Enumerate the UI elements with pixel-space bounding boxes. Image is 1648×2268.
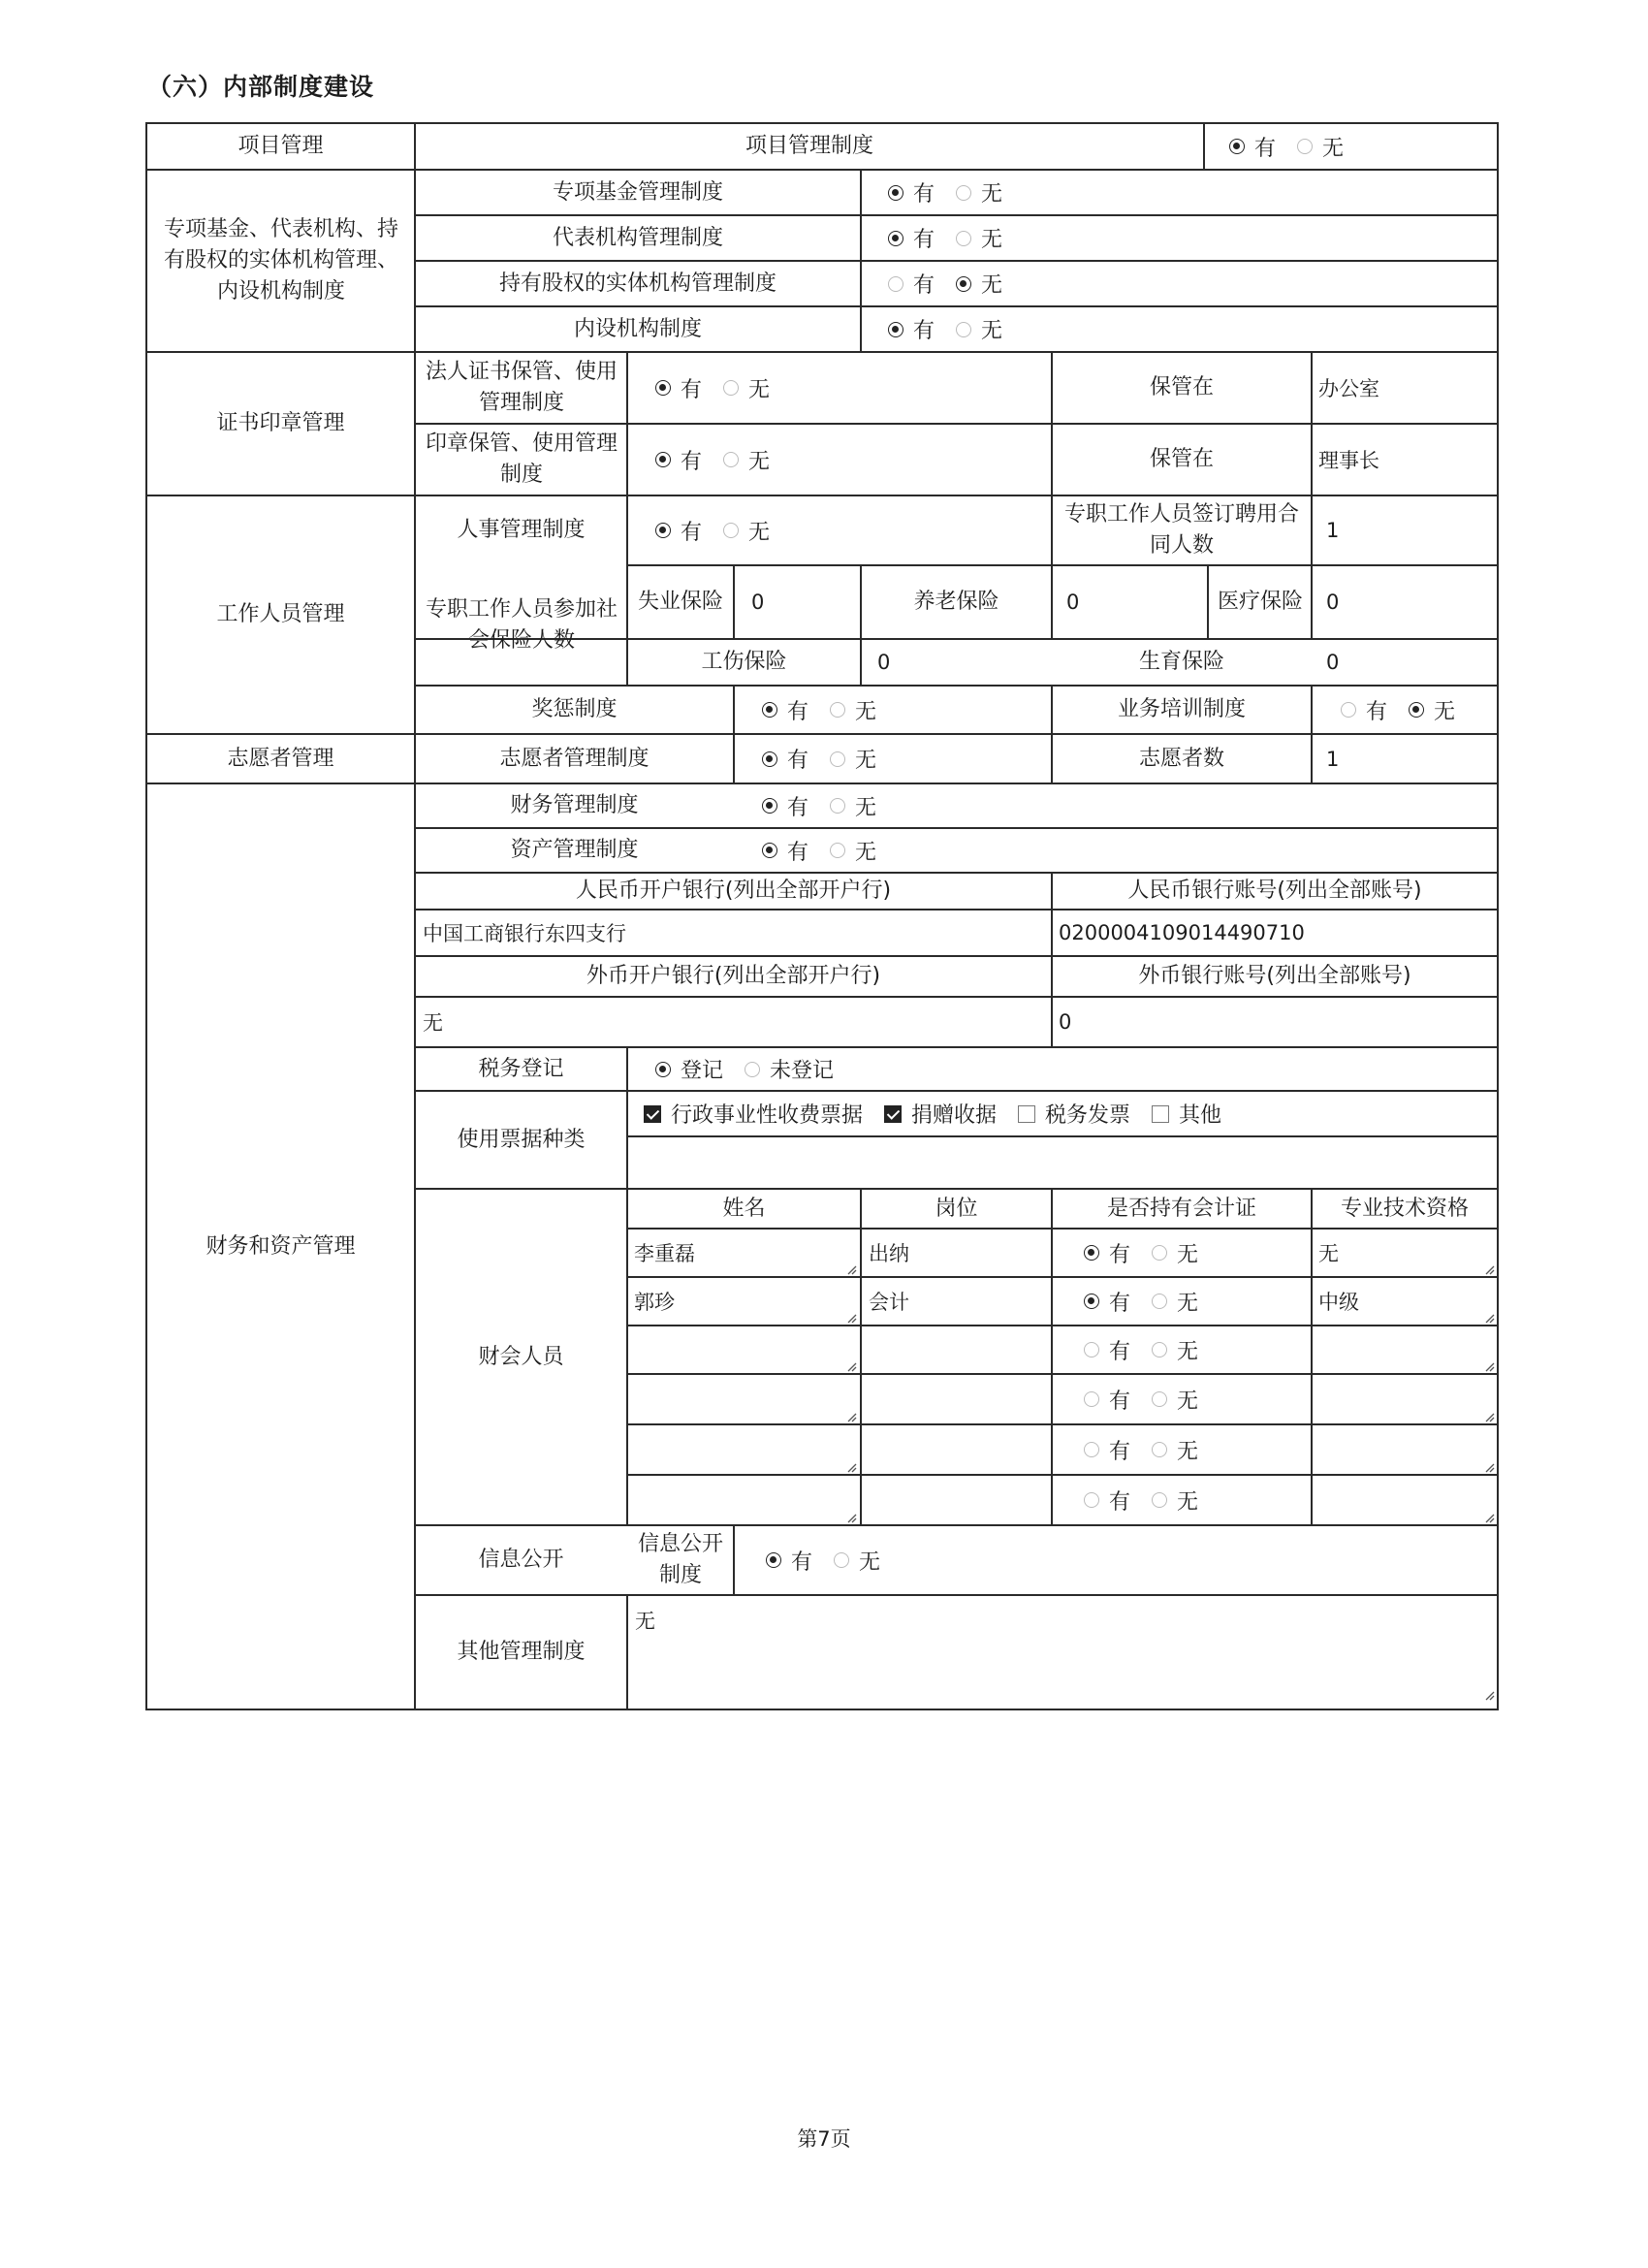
receipt-type-checkbox[interactable]	[1018, 1105, 1035, 1123]
staff-cert-no-radio[interactable]	[1152, 1442, 1167, 1457]
rmb-account-value[interactable]: 0200004109014490710	[1059, 921, 1305, 944]
staff-header-name: 姓名	[722, 1196, 766, 1221]
seal-row-radio-group	[655, 424, 791, 495]
radio-no-text: 无	[1177, 1489, 1199, 1515]
staff-cert-yes-radio[interactable]	[1084, 1342, 1099, 1358]
volunteer-yes-radio[interactable]	[762, 751, 777, 767]
staff-header-qualification: 专业技术资格	[1340, 1196, 1469, 1221]
fx-bank-header: 外币开户银行(列出全部开户行)	[586, 964, 881, 989]
staff-cert-yes-radio[interactable]	[1084, 1294, 1099, 1309]
finance-label: 财务和资产管理	[206, 1233, 356, 1259]
tax-label: 税务登记	[478, 1056, 564, 1081]
radio-yes-text: 有	[787, 749, 809, 773]
special-item-no-radio[interactable]	[956, 231, 971, 246]
radio-no-text: 无	[1434, 699, 1456, 724]
contract-count-label: 专职工作人员签订聘用合同人数	[1063, 502, 1299, 558]
radio-yes-text: 有	[913, 273, 935, 298]
radio-yes-text: 有	[1109, 1291, 1131, 1316]
hr-no-radio[interactable]	[723, 523, 739, 538]
asset-yes-radio[interactable]	[762, 843, 777, 858]
hr-radio-group	[655, 495, 791, 565]
radio-yes-text: 有	[1254, 136, 1277, 161]
special-item-radio-group	[888, 306, 1024, 352]
project-yes-radio[interactable]	[1229, 139, 1245, 154]
radio-no-text: 无	[855, 699, 877, 724]
staff-cert-yes-radio[interactable]	[1084, 1245, 1099, 1261]
staff-post-cell[interactable]: 出纳	[869, 1242, 909, 1265]
medical-label: 医疗保险	[1217, 590, 1303, 615]
receipt-type-text: 其他	[1179, 1103, 1222, 1128]
resize-grip-icon[interactable]	[845, 1411, 857, 1422]
radio-no-text: 无	[859, 1549, 881, 1575]
seal-row-name: 法人证书保管、使用管理制度	[425, 360, 618, 415]
radio-no-text: 无	[748, 449, 771, 474]
special-item-radio-group	[888, 215, 1024, 261]
staff-cert-radio-group	[1084, 1229, 1220, 1277]
receipt-type-checkbox[interactable]	[644, 1105, 661, 1123]
radio-yes-text: 有	[787, 795, 809, 820]
other-systems-textarea[interactable]: 无	[635, 1610, 655, 1633]
fx-account-header: 外币银行账号(列出全部账号)	[1138, 964, 1411, 989]
disclosure-no-radio[interactable]	[834, 1552, 849, 1568]
radio-yes-text: 有	[913, 182, 935, 207]
accounting-staff-label: 财会人员	[478, 1344, 564, 1369]
staff-cert-yes-radio[interactable]	[1084, 1391, 1099, 1407]
radio-no-text: 无	[1322, 136, 1345, 161]
special-item-yes-radio[interactable]	[888, 276, 903, 292]
finance-radio-group	[762, 783, 898, 828]
resize-grip-icon[interactable]	[845, 1312, 857, 1324]
radio-yes-text: 有	[913, 228, 935, 252]
radio-no-text: 无	[855, 795, 877, 820]
radio-yes-text: 有	[1109, 1489, 1131, 1515]
seal-row-name: 印章保管、使用管理制度	[425, 431, 618, 487]
staff-cert-radio-group	[1084, 1424, 1220, 1475]
special-item-yes-radio[interactable]	[888, 322, 903, 337]
maternity-label: 生育保险	[1138, 650, 1224, 675]
receipt-type-checkbox[interactable]	[884, 1105, 902, 1123]
tax-unregistered-text: 未登记	[770, 1059, 835, 1083]
radio-no-text: 无	[1177, 1439, 1199, 1464]
receipt-type-text: 税务发票	[1045, 1103, 1131, 1128]
seal-row-no-radio[interactable]	[723, 452, 739, 467]
disclosure-yes-radio[interactable]	[766, 1552, 781, 1568]
seal-row-yes-radio[interactable]	[655, 380, 671, 396]
resize-grip-icon[interactable]	[1483, 1263, 1495, 1275]
resize-grip-icon[interactable]	[1483, 1512, 1495, 1523]
hr-system-label: 人事管理制度	[457, 518, 586, 543]
project-radio-group	[1229, 123, 1365, 170]
staff-header-cert: 是否持有会计证	[1106, 1196, 1256, 1221]
section-title: （六）内部制度建设	[147, 73, 375, 101]
staff-qualification-cell[interactable]: 无	[1318, 1242, 1339, 1265]
rmb-bank-value[interactable]: 中国工商银行东四支行	[423, 922, 626, 945]
staff-cert-no-radio[interactable]	[1152, 1245, 1167, 1261]
receipt-type-text: 行政事业性收费票据	[671, 1103, 864, 1128]
resize-grip-icon[interactable]	[1483, 1461, 1495, 1473]
volunteer-radio-group	[762, 734, 898, 783]
unemployment-label: 失业保险	[637, 590, 723, 615]
resize-grip-icon[interactable]	[845, 1461, 857, 1473]
tax-registered-radio[interactable]	[655, 1062, 671, 1077]
staff-post-cell[interactable]: 会计	[869, 1291, 909, 1314]
tax-unregistered-radio[interactable]	[745, 1062, 760, 1077]
seal-row-radio-group	[655, 352, 791, 424]
tax-radio-group	[655, 1047, 855, 1091]
page-number: 第7页	[797, 2127, 851, 2151]
radio-yes-text: 有	[681, 377, 703, 402]
medical-value[interactable]: 0	[1326, 591, 1340, 614]
injury-value[interactable]: 0	[877, 651, 891, 674]
receipt-label: 使用票据种类	[457, 1127, 586, 1152]
reward-no-radio[interactable]	[830, 702, 845, 718]
training-radio-group	[1341, 686, 1476, 734]
radio-yes-text: 有	[681, 520, 703, 545]
special-item-no-radio[interactable]	[956, 185, 971, 201]
special-item-yes-radio[interactable]	[888, 185, 903, 201]
insurance-label: 专职工作人员参加社会保险人数	[425, 597, 618, 653]
maternity-value[interactable]: 0	[1326, 651, 1340, 674]
radio-no-text: 无	[981, 319, 1003, 343]
seal-row-yes-radio[interactable]	[655, 452, 671, 467]
asset-system-label: 资产管理制度	[510, 838, 639, 863]
radio-no-text: 无	[981, 273, 1003, 298]
special-item-radio-group	[888, 261, 1024, 306]
staff-cert-no-radio[interactable]	[1152, 1294, 1167, 1309]
staff-label: 工作人员管理	[216, 602, 345, 627]
finance-system-label: 财务管理制度	[510, 793, 639, 818]
finance-yes-radio[interactable]	[762, 798, 777, 814]
radio-yes-text: 有	[787, 840, 809, 865]
seal-stored-value[interactable]: 办公室	[1318, 377, 1379, 400]
staff-cert-yes-radio[interactable]	[1084, 1442, 1099, 1457]
project-system-label: 项目管理制度	[745, 134, 873, 159]
staff-cert-radio-group	[1084, 1277, 1220, 1326]
special-item-name: 专项基金管理制度	[552, 179, 723, 205]
rmb-bank-header: 人民币开户银行(列出全部开户行)	[575, 878, 892, 904]
reward-label: 奖惩制度	[531, 697, 618, 722]
volunteer-system-label: 志愿者管理制度	[499, 746, 650, 771]
staff-cert-no-radio[interactable]	[1152, 1342, 1167, 1358]
radio-yes-text: 有	[913, 319, 935, 343]
pension-value[interactable]: 0	[1066, 591, 1080, 614]
special-item-radio-group	[888, 170, 1024, 215]
special-item-yes-radio[interactable]	[888, 231, 903, 246]
staff-name-cell[interactable]: 李重磊	[634, 1242, 695, 1265]
resize-grip-icon[interactable]	[845, 1263, 857, 1275]
staff-header-post: 岗位	[935, 1196, 978, 1221]
contract-count-value[interactable]: 1	[1326, 519, 1340, 542]
receipt-types	[644, 1091, 1243, 1136]
special-item-name: 持有股权的实体机构管理制度	[498, 271, 776, 296]
staff-cert-radio-group	[1084, 1475, 1220, 1525]
volunteer-count-value[interactable]: 1	[1326, 747, 1340, 771]
radio-no-text: 无	[855, 840, 877, 865]
other-systems-label: 其他管理制度	[457, 1640, 586, 1665]
training-no-radio[interactable]	[1409, 702, 1424, 718]
hr-yes-radio[interactable]	[655, 523, 671, 538]
special-item-no-radio[interactable]	[956, 322, 971, 337]
radio-yes-text: 有	[791, 1549, 813, 1575]
resize-grip-icon[interactable]	[845, 1512, 857, 1523]
radio-no-text: 无	[981, 228, 1003, 252]
staff-name-cell[interactable]: 郭珍	[634, 1291, 675, 1314]
special-item-no-radio[interactable]	[956, 276, 971, 292]
radio-no-text: 无	[1177, 1291, 1199, 1316]
seal-label: 证书印章管理	[216, 411, 345, 436]
staff-cert-radio-group	[1084, 1326, 1220, 1374]
special-label: 专项基金、代表机构、持有股权的实体机构管理、内设机构制度	[163, 217, 398, 303]
radio-no-text: 无	[1177, 1389, 1199, 1414]
radio-no-text: 无	[748, 377, 771, 402]
tax-registered-text: 登记	[681, 1059, 724, 1083]
rmb-account-header: 人民币银行账号(列出全部账号)	[1127, 878, 1422, 904]
reward-radio-group	[762, 686, 898, 734]
radio-yes-text: 有	[1109, 1439, 1131, 1464]
disclosure-radio-group	[766, 1525, 902, 1595]
staff-qualification-cell[interactable]: 中级	[1318, 1291, 1359, 1314]
radio-yes-text: 有	[1366, 699, 1388, 724]
volunteer-no-radio[interactable]	[830, 751, 845, 767]
fx-account-value[interactable]: 0	[1059, 1010, 1072, 1034]
radio-yes-text: 有	[787, 699, 809, 724]
radio-no-text: 无	[748, 520, 771, 545]
resize-grip-icon[interactable]	[845, 1360, 857, 1372]
radio-yes-text: 有	[681, 449, 703, 474]
radio-no-text: 无	[1177, 1242, 1199, 1267]
disclosure-label: 信息公开	[478, 1548, 564, 1573]
pension-label: 养老保险	[913, 590, 999, 615]
training-yes-radio[interactable]	[1341, 702, 1356, 718]
disclosure-system-label: 信息公开制度	[637, 1532, 723, 1587]
project-no-radio[interactable]	[1297, 139, 1313, 154]
staff-cert-yes-radio[interactable]	[1084, 1492, 1099, 1508]
asset-radio-group	[762, 828, 898, 873]
radio-no-text: 无	[855, 749, 877, 773]
project-label: 项目管理	[238, 134, 324, 159]
radio-yes-text: 有	[1109, 1389, 1131, 1414]
unemployment-value[interactable]: 0	[751, 591, 765, 614]
special-item-name: 代表机构管理制度	[552, 225, 723, 250]
staff-cert-no-radio[interactable]	[1152, 1492, 1167, 1508]
receipt-type-checkbox[interactable]	[1152, 1105, 1169, 1123]
staff-cert-no-radio[interactable]	[1152, 1391, 1167, 1407]
reward-yes-radio[interactable]	[762, 702, 777, 718]
special-item-name: 内设机构制度	[573, 316, 702, 341]
resize-grip-icon[interactable]	[1483, 1411, 1495, 1422]
radio-no-text: 无	[981, 182, 1003, 207]
seal-stored-value[interactable]: 理事长	[1318, 449, 1379, 472]
resize-grip-icon[interactable]	[1483, 1312, 1495, 1324]
radio-yes-text: 有	[1109, 1339, 1131, 1364]
radio-yes-text: 有	[1109, 1242, 1131, 1267]
receipt-type-text: 捐赠收据	[911, 1103, 998, 1128]
radio-no-text: 无	[1177, 1339, 1199, 1364]
seal-stored-label: 保管在	[1149, 375, 1214, 400]
seal-row-no-radio[interactable]	[723, 380, 739, 396]
resize-grip-icon[interactable]	[1483, 1360, 1495, 1372]
staff-cert-radio-group	[1084, 1374, 1220, 1424]
volunteer-label: 志愿者管理	[227, 746, 334, 771]
training-label: 业务培训制度	[1117, 697, 1246, 722]
finance-no-radio[interactable]	[830, 798, 845, 814]
asset-no-radio[interactable]	[830, 843, 845, 858]
volunteer-count-label: 志愿者数	[1138, 746, 1224, 771]
seal-stored-label: 保管在	[1149, 447, 1214, 472]
resize-grip-icon[interactable]	[1483, 1689, 1495, 1701]
injury-label: 工伤保险	[701, 650, 787, 675]
fx-bank-value[interactable]: 无	[423, 1011, 443, 1035]
